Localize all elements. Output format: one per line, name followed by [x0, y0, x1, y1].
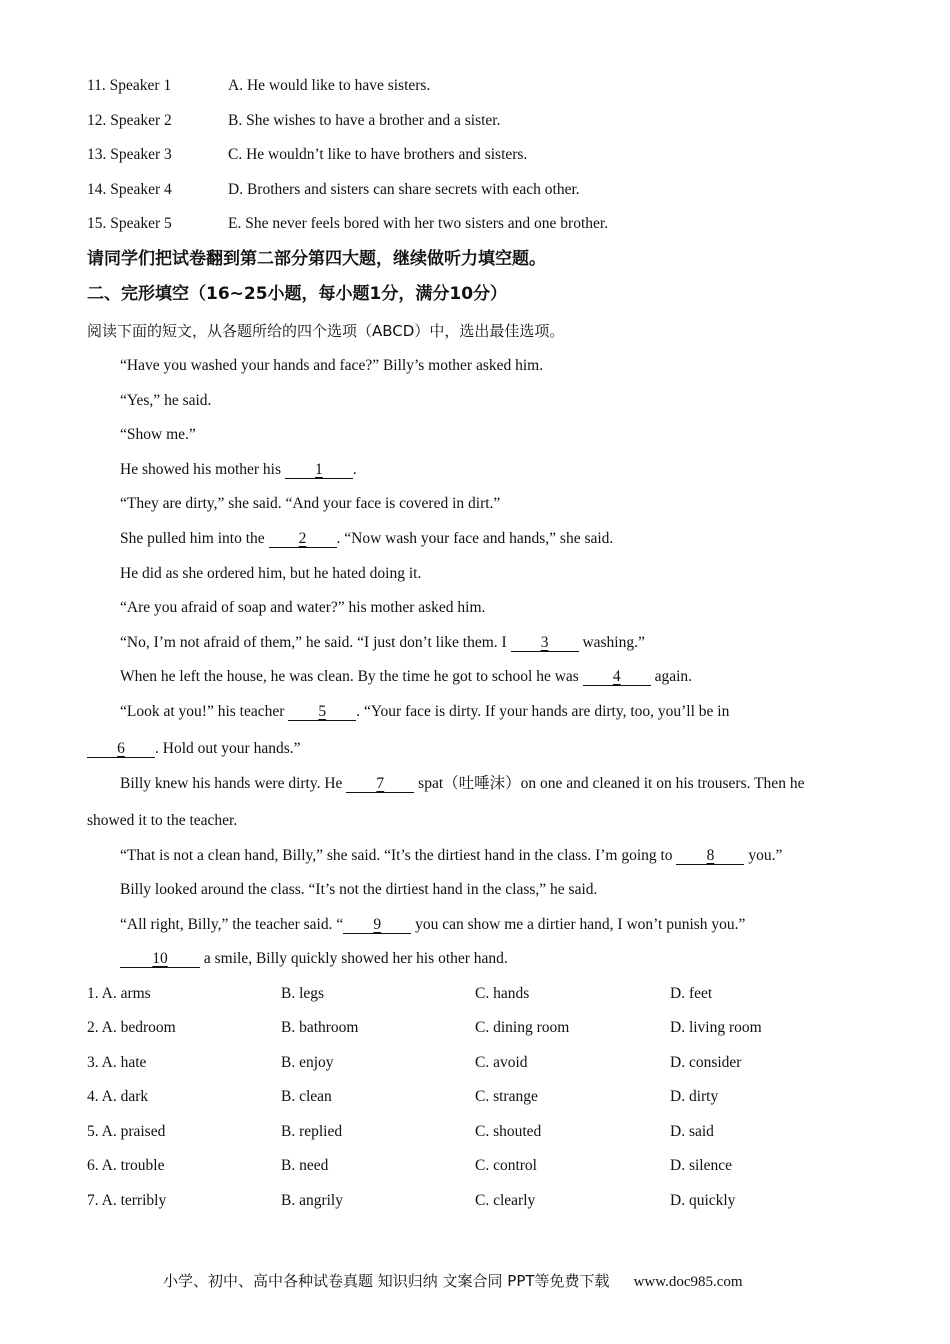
- option-b[interactable]: B. enjoy: [281, 1054, 334, 1071]
- page-footer: [163, 1270, 743, 1291]
- matching-option: B. She wishes to have a brother and a sister.: [228, 112, 501, 129]
- option-b[interactable]: B. legs: [281, 985, 325, 1002]
- passage-line: When he left the house, he was clean. By the time he got to school he was 4 again.: [120, 668, 693, 685]
- passage-line: “Yes,” he said.: [120, 392, 212, 409]
- passage-line: 10 a smile, Billy quickly showed her his other hand.: [120, 949, 508, 969]
- option-c[interactable]: C. shouted: [475, 1123, 542, 1140]
- cloze-blank[interactable]: 1: [285, 462, 353, 479]
- cloze-blank[interactable]: 3: [511, 635, 579, 652]
- passage-line: “Have you washed your hands and face?” Billy’s mother asked him.: [120, 357, 544, 374]
- option-a[interactable]: 1. A. arms: [87, 985, 151, 1002]
- cloze-blank[interactable]: 2: [269, 531, 337, 548]
- passage-line: He showed his mother his 1 .: [120, 461, 357, 478]
- option-a[interactable]: 6. A. trouble: [87, 1157, 165, 1174]
- passage-line: “They are dirty,” she said. “And your face is covered in dirt.”: [120, 495, 501, 512]
- option-c[interactable]: C. hands: [475, 985, 530, 1002]
- option-c[interactable]: C. control: [475, 1157, 537, 1174]
- passage-line: She pulled him into the 2 . “Now wash your face and hands,” she said.: [120, 530, 614, 547]
- section-instructions: 阅读下面的短文，从各题所给的四个选项（ABCD）中，选出最佳选项。: [87, 322, 565, 340]
- passage-line: 6 . Hold out your hands.”: [87, 739, 301, 759]
- matching-speaker: 11. Speaker 1: [87, 77, 172, 94]
- passage-line: “Look at you!” his teacher 5 . “Your face is dirty. If your hands are dirty, too, you’ll be in: [120, 703, 730, 720]
- cloze-blank[interactable]: 5: [288, 704, 356, 721]
- cloze-blank[interactable]: 10: [120, 951, 200, 968]
- option-b[interactable]: B. replied: [281, 1123, 343, 1140]
- option-b[interactable]: B. need: [281, 1157, 329, 1174]
- matching-option: D. Brothers and sisters can share secrets with each other.: [228, 181, 580, 198]
- option-d[interactable]: D. silence: [670, 1157, 732, 1174]
- matching-option: E. She never feels bored with her two sisters and one brother.: [228, 215, 609, 232]
- passage-line: showed it to the teacher.: [87, 812, 238, 829]
- cloze-blank[interactable]: 7: [346, 776, 414, 793]
- option-d[interactable]: D. quickly: [670, 1192, 736, 1209]
- option-c[interactable]: C. dining room: [475, 1019, 570, 1036]
- matching-speaker: 12. Speaker 2: [87, 112, 172, 129]
- option-c[interactable]: C. avoid: [475, 1054, 528, 1071]
- section-title: 二、完形填空（16~25小题，每小题1分，满分10分）: [87, 284, 508, 304]
- option-d[interactable]: D. said: [670, 1123, 714, 1140]
- passage-line: “That is not a clean hand, Billy,” she said. “It’s the dirtiest hand in the class. I’m going to 8 you.”: [120, 847, 783, 864]
- matching-speaker: 13. Speaker 3: [87, 146, 172, 163]
- option-b[interactable]: B. bathroom: [281, 1019, 359, 1036]
- passage-line: “Are you afraid of soap and water?” his mother asked him.: [120, 599, 486, 616]
- passage-line: He did as she ordered him, but he hated doing it.: [120, 565, 422, 582]
- passage-line: “Show me.”: [120, 426, 196, 443]
- matching-option: C. He wouldn’t like to have brothers and sisters.: [228, 146, 528, 163]
- passage-line: Billy looked around the class. “It’s not the dirtiest hand in the class,” he said.: [120, 881, 598, 898]
- option-a[interactable]: 2. A. bedroom: [87, 1019, 176, 1036]
- option-d[interactable]: D. feet: [670, 985, 713, 1002]
- option-a[interactable]: 3. A. hate: [87, 1054, 147, 1071]
- option-d[interactable]: D. living room: [670, 1019, 762, 1036]
- option-d[interactable]: D. consider: [670, 1054, 742, 1071]
- matching-option: A. He would like to have sisters.: [228, 77, 431, 94]
- option-a[interactable]: 4. A. dark: [87, 1088, 149, 1105]
- option-c[interactable]: C. clearly: [475, 1192, 536, 1209]
- option-a[interactable]: 7. A. terribly: [87, 1192, 167, 1209]
- matching-speaker: 15. Speaker 5: [87, 215, 172, 232]
- turn-page-notice: 请同学们把试卷翻到第二部分第四大题，继续做听力填空题。: [87, 249, 546, 269]
- option-a[interactable]: 5. A. praised: [87, 1123, 166, 1140]
- cloze-blank[interactable]: 6: [87, 741, 155, 758]
- cloze-blank[interactable]: 8: [676, 848, 744, 865]
- option-b[interactable]: B. angrily: [281, 1192, 343, 1209]
- footer-link[interactable]: www.doc985.com: [633, 1274, 743, 1290]
- footer-text: 小学、初中、高中各种试卷真题 知识归纳 文案合同 PPT等免费下载: [163, 1272, 610, 1290]
- passage-line: “No, I’m not afraid of them,” he said. “I just don’t like them. I 3 washing.”: [120, 634, 645, 651]
- cloze-blank[interactable]: 9: [343, 917, 411, 934]
- passage-line: Billy knew his hands were dirty. He 7 spat（吐唾沫）on one and cleaned it on his trousers. Then he: [120, 775, 805, 792]
- cloze-blank[interactable]: 4: [583, 669, 651, 686]
- option-c[interactable]: C. strange: [475, 1088, 538, 1105]
- passage-line: “All right, Billy,” the teacher said. “ 9 you can show me a dirtier hand, I won’t punish you.”: [120, 916, 746, 933]
- option-d[interactable]: D. dirty: [670, 1088, 719, 1105]
- matching-speaker: 14. Speaker 4: [87, 181, 172, 198]
- option-b[interactable]: B. clean: [281, 1088, 332, 1105]
